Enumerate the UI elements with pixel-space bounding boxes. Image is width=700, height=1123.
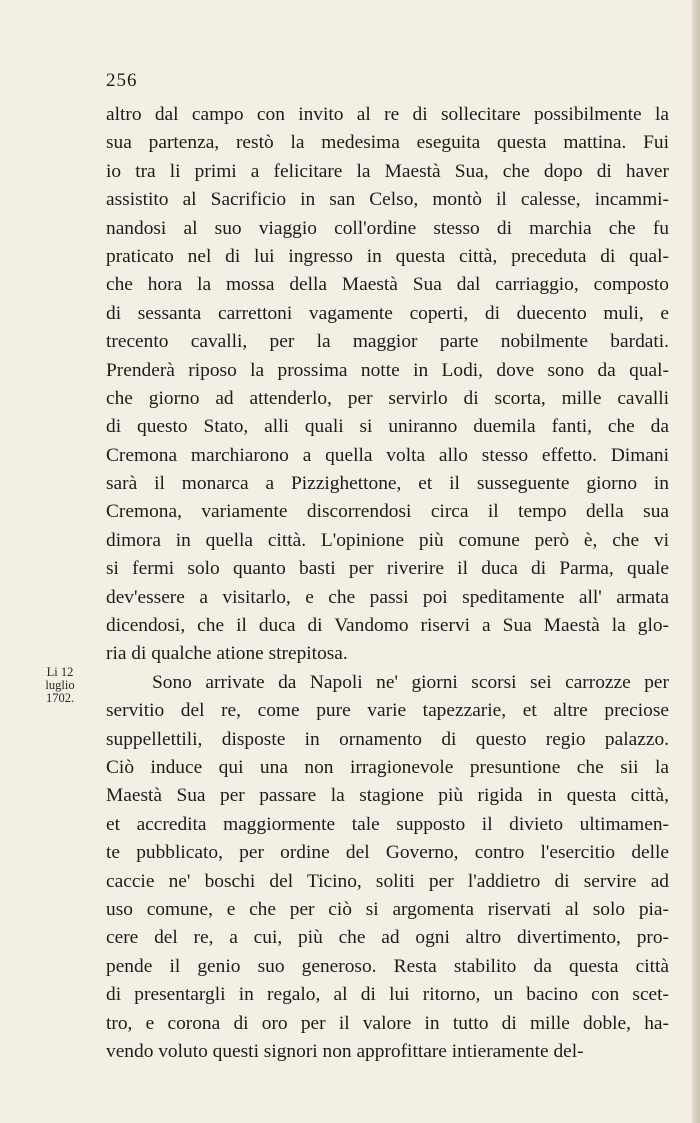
text-line: cere del re, a cui, più che ad ogni altro divertimento, pro- <box>106 927 669 949</box>
text-line: tro, e corona di oro per il valore in tutto di mille doble, ha- <box>106 1012 669 1034</box>
text-line: che giorno ad attenderlo, per servirlo di scorta, mille cavalli <box>106 387 669 409</box>
page-number: 256 <box>106 70 138 91</box>
text-line: nandosi al suo viaggio coll'ordine stesso di marchia che fu <box>106 217 669 239</box>
text-line: te pubblicato, per ordine del Governo, contro l'esercitio delle <box>106 842 669 864</box>
margin-date-note <box>30 666 90 705</box>
text-line: di sessanta carrettoni vagamente coperti, di duecento muli, e <box>106 302 669 324</box>
text-line: Maestà Sua per passare la stagione più rigida in questa città, <box>106 785 669 807</box>
text-line: ria di qualche atione strepitosa. <box>106 643 348 665</box>
text-line: Sono arrivate da Napoli ne' giorni scorsi sei carrozze per <box>152 671 669 693</box>
text-line: Cremona, variamente discorrendosi circa il tempo della sua <box>106 501 669 523</box>
text-line: trecento cavalli, per la maggior parte nobilmente bardati. <box>106 331 669 353</box>
body-text <box>106 101 669 1066</box>
text-line: caccie ne' boschi del Ticino, soliti per l'addietro di servire ad <box>106 870 669 892</box>
text-line: suppellettili, disposte in ornamento di questo regio palazzo. <box>106 728 669 750</box>
text-line: assistito al Sacrificio in san Celso, montò il calesse, incammi- <box>106 189 669 211</box>
text-line: di questo Stato, alli quali si uniranno duemila fanti, che da <box>106 416 669 438</box>
text-line: altro dal campo con invito al re di sollecitare possibilmente la <box>106 104 669 125</box>
text-line: di presentargli in regalo, al di lui ritorno, un bacino con scet- <box>106 984 669 1006</box>
margin-note-year: 1702. <box>45 691 75 705</box>
text-line: Prenderà riposo la prossima notte in Lodi, dove sono da qual- <box>106 359 669 381</box>
text-line: dimora in quella città. L'opinione più comune però è, che vi <box>106 529 669 551</box>
text-line: pende il genio suo generoso. Resta stabilito da questa città <box>106 955 669 977</box>
text-line: servitio del re, come pure varie tapezzarie, et altre preciose <box>106 700 669 722</box>
text-line: dicendosi, che il duca di Vandomo riservi a Sua Maestà la glo- <box>106 615 669 637</box>
text-line: che hora la mossa della Maestà Sua dal carriaggio, composto <box>106 274 669 296</box>
page-edge <box>692 0 700 1123</box>
text-line: io tra li primi a felicitare la Maestà Sua, che dopo di haver <box>106 160 669 182</box>
text-line: Ciò induce qui una non irragionevole presuntione che sii la <box>106 756 669 778</box>
text-line: Cremona marchiarono a quella volta allo stesso effetto. Dimani <box>106 444 669 466</box>
margin-note-day: Li 12 <box>46 665 74 679</box>
text-line: et accredita maggiormente tale supposto il divieto ultimamen- <box>106 813 669 835</box>
text-line: sua partenza, restò la medesima eseguita questa mattina. Fui <box>106 132 669 154</box>
text-line: vendo voluto questi signori non approfittare intieramente del- <box>106 1040 584 1062</box>
text-line: si fermi solo quanto basti per riverire il duca di Parma, quale <box>106 558 669 580</box>
text-line: praticato nel di lui ingresso in questa città, preceduta di qual- <box>106 245 669 267</box>
text-line: sarà il monarca a Pizzighettone, et il susseguente giorno in <box>106 473 669 495</box>
text-line: dev'essere a visitarlo, e che passi poi speditamente all' armata <box>106 586 669 608</box>
margin-note-month: luglio <box>45 678 75 692</box>
text-line: uso comune, e che per ciò si argomenta riservati al solo pia- <box>106 898 669 920</box>
